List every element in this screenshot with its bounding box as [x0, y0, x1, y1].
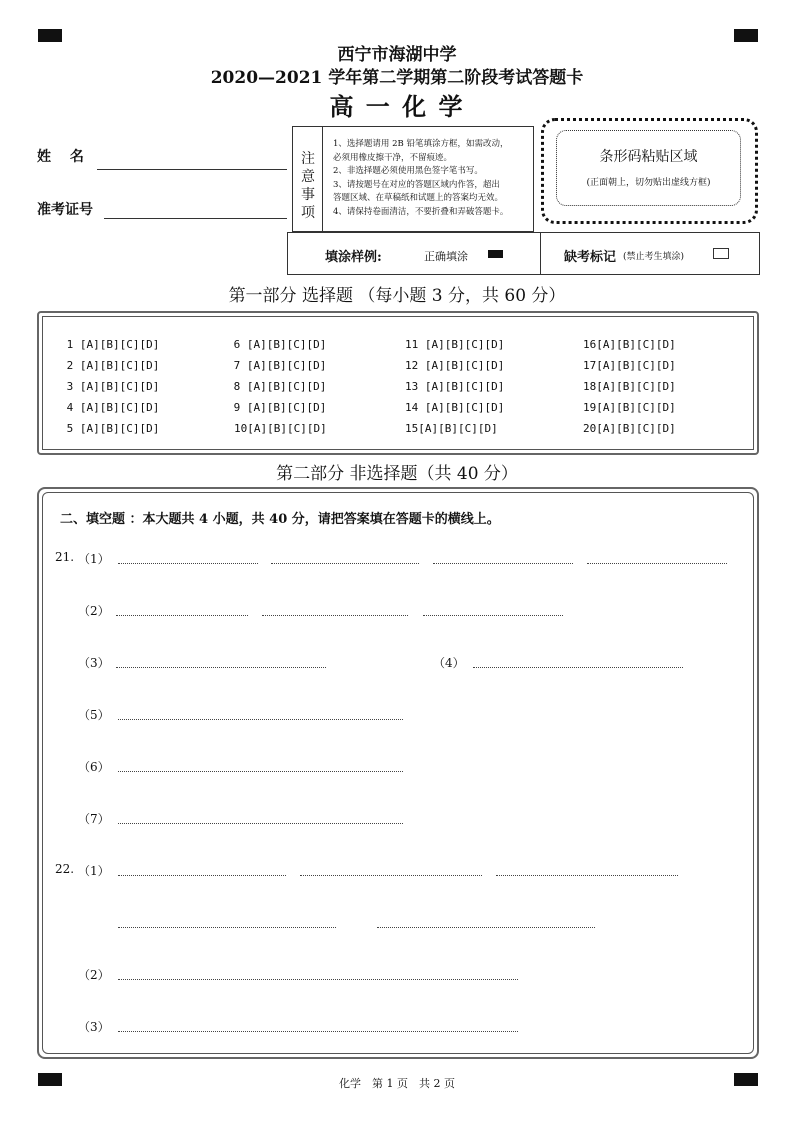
mc-question[interactable]: 20[A][B][C][D] [583, 422, 676, 435]
mc-question[interactable]: 17[A][B][C][D] [583, 359, 676, 372]
mc-question[interactable]: 3 [A][B][C][D] [60, 380, 160, 393]
id-field[interactable] [104, 218, 287, 219]
q21-2-label: （2） [78, 604, 110, 618]
q21-1-label: （1） [78, 552, 110, 566]
q22-number: 22. [55, 862, 75, 876]
page-footer: 化学 第 1 页 共 2 页 [339, 1077, 455, 1090]
q21-7-label: （7） [78, 812, 110, 826]
answer-blank[interactable] [118, 771, 403, 772]
answer-blank[interactable] [496, 875, 678, 876]
absent-label: 缺考标记 [564, 250, 617, 265]
filled-box-sample [488, 250, 503, 258]
barcode-title: 条形码粘贴区域 [599, 149, 698, 165]
mc-question[interactable]: 1 [A][B][C][D] [60, 338, 160, 351]
mc-question[interactable]: 19[A][B][C][D] [583, 401, 676, 414]
mc-question[interactable]: 11 [A][B][C][D] [405, 338, 505, 351]
answer-blank[interactable] [116, 615, 248, 616]
name-label: 姓 名 [37, 149, 84, 165]
mc-question[interactable]: 10[A][B][C][D] [234, 422, 327, 435]
q21-4-label: （4） [433, 656, 465, 670]
q22-2-label: （2） [78, 968, 110, 982]
fill-example-correct: 正确填涂 [424, 250, 468, 263]
fill-in-inner-frame [42, 492, 754, 1054]
notice-text: 1、选择题请用 2B 铅笔填涂方框，如需改动， 必须用橡皮擦干净，不留痕迹。 2、非选择题必须使用黑色签字笔书写。 3、请按题号在对应的答题区域内作答，超出 答题区域、在草稿纸和试题上的答案均无效。 4、请保持卷面清洁，不要折叠和弄破答题卡。 [333, 139, 509, 217]
mc-question[interactable]: 18[A][B][C][D] [583, 380, 676, 393]
q21-3-label: （3） [78, 656, 110, 670]
barcode-inner-frame [556, 130, 741, 206]
mc-question[interactable]: 16[A][B][C][D] [583, 338, 676, 351]
mc-question[interactable]: 6 [A][B][C][D] [227, 338, 327, 351]
q21-6-label: （6） [78, 760, 110, 774]
q22-3-label: （3） [78, 1020, 110, 1034]
answer-blank[interactable] [587, 563, 727, 564]
answer-blank[interactable] [423, 615, 563, 616]
answer-blank[interactable] [271, 563, 419, 564]
answer-blank[interactable] [262, 615, 408, 616]
mc-question[interactable]: 13 [A][B][C][D] [405, 380, 505, 393]
q22-1-label: （1） [78, 864, 110, 878]
mc-question[interactable]: 5 [A][B][C][D] [60, 422, 160, 435]
answer-blank[interactable] [118, 719, 403, 720]
mc-question[interactable]: 14 [A][B][C][D] [405, 401, 505, 414]
mc-question[interactable]: 4 [A][B][C][D] [60, 401, 160, 414]
absent-hint: (禁止考生填涂) [623, 252, 685, 262]
mc-question[interactable]: 12 [A][B][C][D] [405, 359, 505, 372]
barcode-hint: (正面朝上，切勿贴出虚线方框) [586, 178, 711, 188]
mc-question[interactable]: 9 [A][B][C][D] [227, 401, 327, 414]
notice-title-3: 事 [301, 187, 315, 203]
q21-number: 21. [55, 550, 75, 564]
notice-title-4: 项 [301, 205, 315, 221]
mc-question[interactable]: 7 [A][B][C][D] [227, 359, 327, 372]
answer-blank[interactable] [433, 563, 573, 564]
answer-blank[interactable] [118, 563, 258, 564]
answer-blank[interactable] [300, 875, 482, 876]
id-label: 准考证号 [37, 202, 93, 218]
section-heading: 二、填空题 ：本大题共 4 小题，共 40 分，请把答案填在答题卡的横线上。 [60, 512, 500, 527]
answer-blank[interactable] [118, 1031, 518, 1032]
mc-question[interactable]: 15[A][B][C][D] [405, 422, 498, 435]
answer-blank[interactable] [118, 979, 518, 980]
notice-title-1: 注 [301, 151, 315, 167]
notice-divider [322, 126, 323, 231]
absent-checkbox[interactable] [713, 248, 729, 259]
answer-blank[interactable] [116, 667, 326, 668]
part2-title: 第二部分 非选择题（共 40 分） [276, 464, 518, 484]
name-field[interactable] [97, 169, 287, 170]
mc-question[interactable]: 2 [A][B][C][D] [60, 359, 160, 372]
part1-title: 第一部分 选择题 （每小题 3 分，共 60 分） [228, 286, 566, 306]
answer-blank[interactable] [377, 927, 595, 928]
q21-5-label: （5） [78, 708, 110, 722]
mc-question[interactable]: 8 [A][B][C][D] [227, 380, 327, 393]
answer-blank[interactable] [118, 875, 286, 876]
subject-title: 高 一 化 学 [329, 92, 465, 121]
notice-title-2: 意 [301, 169, 315, 185]
fill-example-label: 填涂样例: [325, 250, 382, 265]
school-name: 西宁市海湖中学 [337, 45, 457, 65]
answer-blank[interactable] [473, 667, 683, 668]
exam-title: 2020—2021 学年第二学期第二阶段考试答题卡 [210, 68, 584, 88]
answer-blank[interactable] [118, 823, 403, 824]
answer-blank[interactable] [118, 927, 336, 928]
